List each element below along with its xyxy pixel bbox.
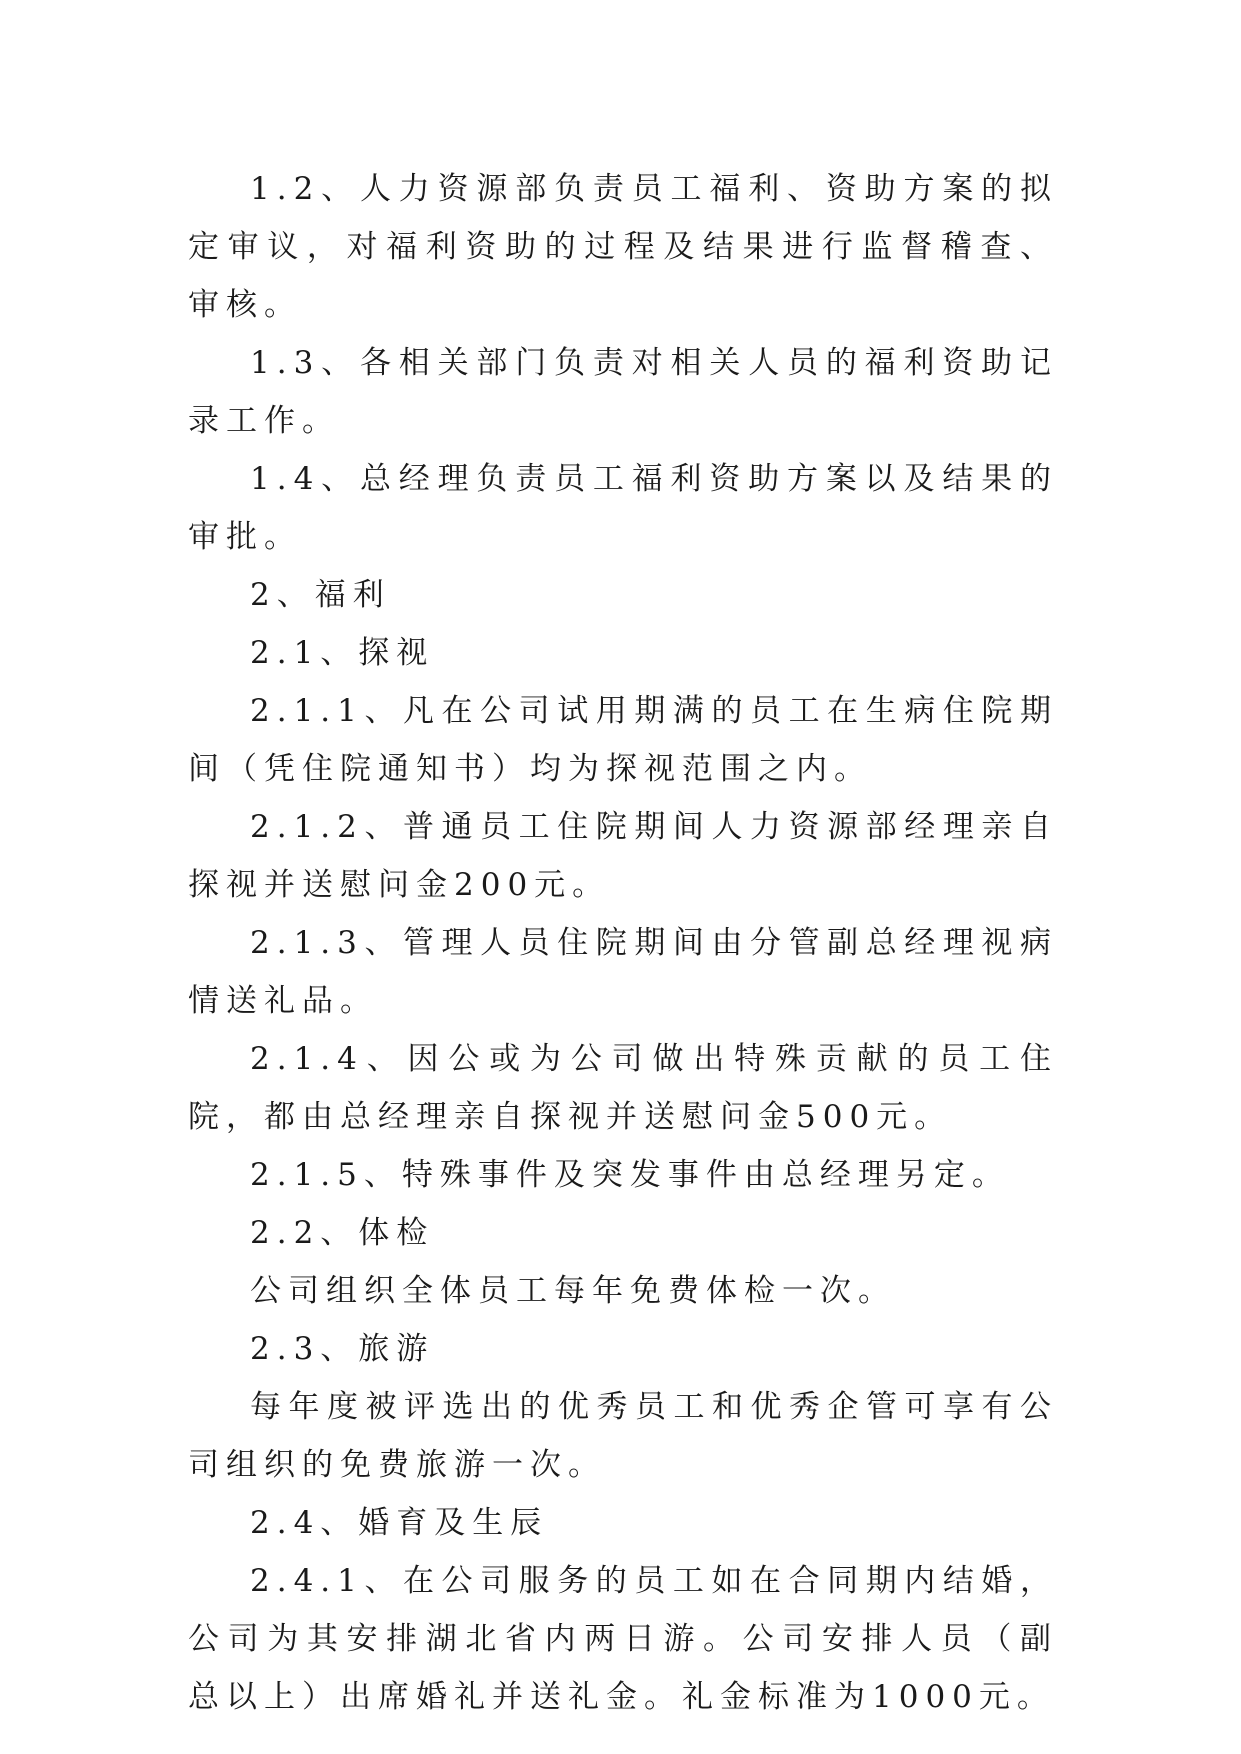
heading-2-4-marriage-birthday: 2.4、婚育及生辰 — [250, 1505, 549, 1541]
heading-2-welfare: 2、福利 — [250, 577, 391, 613]
paragraph-2-1-4: 2.1.4、因公或为公司做出特殊贡献的员工住院，都由总经理亲自探视并送慰问金500元。 — [188, 1041, 1058, 1135]
paragraph-1-2: 1.2、人力资源部负责员工福利、资助方案的拟定审议，对福利资助的过程及结果进行监督稽查、审核。 — [188, 171, 1058, 323]
paragraph-travel: 每年度被评选出的优秀员工和优秀企管可享有公司组织的免费旅游一次。 — [188, 1389, 1058, 1483]
document-body — [188, 160, 1058, 1726]
paragraph-1-3: 1.3、各相关部门负责对相关人员的福利资助记录工作。 — [188, 345, 1058, 439]
heading-2-2-checkup: 2.2、体检 — [250, 1215, 435, 1251]
paragraph-2-1-3: 2.1.3、管理人员住院期间由分管副总经理视病情送礼品。 — [188, 925, 1058, 1019]
paragraph-2-1-2: 2.1.2、普通员工住院期间人力资源部经理亲自探视并送慰问金200元。 — [188, 809, 1058, 903]
paragraph-1-4: 1.4、总经理负责员工福利资助方案以及结果的审批。 — [188, 461, 1058, 555]
heading-2-1-visit: 2.1、探视 — [250, 635, 435, 671]
paragraph-2-1-5: 2.1.5、特殊事件及突发事件由总经理另定。 — [250, 1157, 1010, 1193]
paragraph-checkup: 公司组织全体员工每年免费体检一次。 — [250, 1273, 896, 1309]
paragraph-2-1-1: 2.1.1、凡在公司试用期满的员工在生病住院期间（凭住院通知书）均为探视范围之内。 — [188, 693, 1058, 787]
heading-2-3-travel: 2.3、旅游 — [250, 1331, 435, 1367]
paragraph-2-4-1: 2.4.1、在公司服务的员工如在合同期内结婚，公司为其安排湖北省内两日游。公司安排人员（副总以上）出席婚礼并送礼金。礼金标准为1000元。 — [188, 1563, 1058, 1715]
